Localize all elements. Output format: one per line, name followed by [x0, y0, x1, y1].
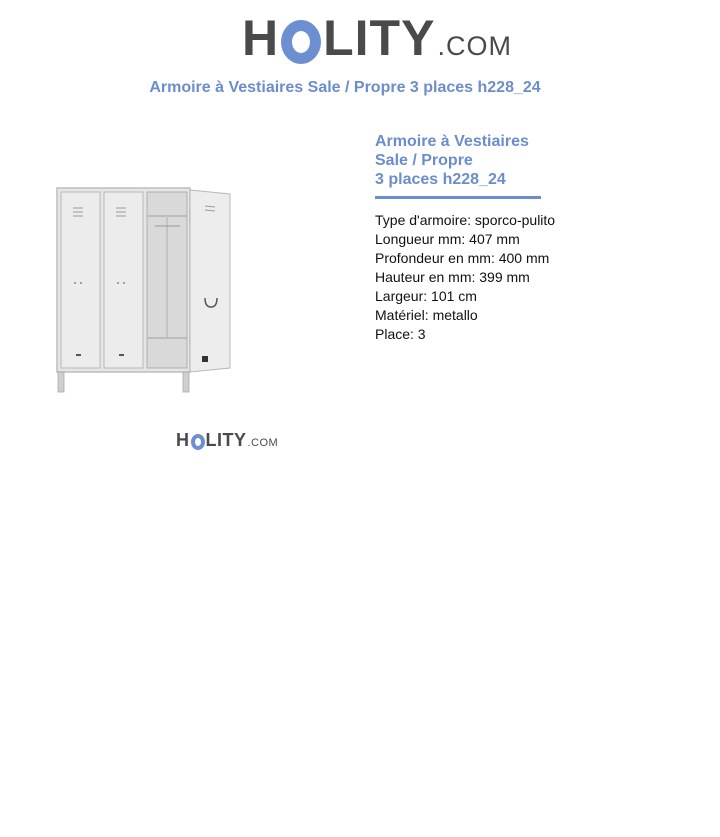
product-details	[375, 132, 695, 344]
logo-o-icon	[281, 20, 321, 64]
product-title-line: Sale / Propre	[375, 152, 473, 169]
logo-small-suffix: .COM	[247, 437, 279, 449]
logo-small-o-icon	[191, 434, 205, 450]
logo-small-letter-h: H	[176, 430, 190, 450]
product-title	[375, 132, 695, 189]
page-title: Armoire à Vestiaires Sale / Propre 3 places h228_24	[149, 79, 541, 96]
product-title-line: 3 places h228_24	[375, 171, 506, 188]
spec-depth: Profondeur en mm: 400 mm	[375, 250, 550, 266]
spec-length: Longueur mm: 407 mm	[375, 231, 520, 247]
logo-suffix: .COM	[437, 31, 512, 61]
holity-logo-small	[176, 429, 278, 454]
logo-small-letters: LITY	[205, 430, 247, 450]
spec-height: Hauteur en mm: 399 mm	[375, 269, 530, 285]
holity-logo[interactable]	[242, 10, 512, 74]
logo-letters: LITY	[323, 10, 436, 66]
spec-width: Largeur: 101 cm	[375, 288, 477, 304]
title-underline	[375, 196, 541, 199]
product-title-line: Armoire à Vestiaires	[375, 133, 529, 150]
spec-places: Place: 3	[375, 326, 426, 342]
locker-cabinet-image	[55, 186, 235, 396]
spec-material: Matériel: metallo	[375, 307, 478, 323]
spec-type: Type d'armoire: sporco-pulito	[375, 212, 556, 228]
logo-letter-h: H	[242, 10, 280, 66]
